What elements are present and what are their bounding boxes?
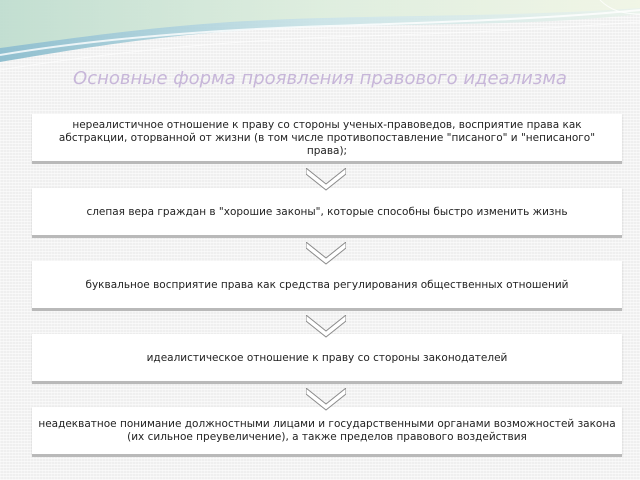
page-title: Основные форма проявления правового идеализма	[73, 68, 567, 89]
form-item-4	[32, 334, 622, 382]
chevron-down-icon	[306, 242, 346, 268]
chevron-down-icon	[306, 168, 346, 194]
form-item-1	[32, 114, 622, 162]
chevron-down-icon	[306, 315, 346, 341]
chevron-down-icon	[306, 388, 346, 414]
form-item-2-text: слепая вера граждан в "хорошие законы", которые способны быстро изменить жизнь	[86, 205, 568, 218]
form-item-5-text: неадекватное понимание должностными лицами и государственными органами возможностей закона (их сильное преувеличение), а также пределов правового воздействия	[38, 418, 616, 443]
form-item-1-text: нереалистичное отношение к праву со стороны ученых-правоведов, восприятие права как абстракции, оторванной от жизни (в том числе противопоставление "писаного" и "неписаного" права);	[58, 118, 596, 157]
form-item-2	[32, 188, 622, 236]
form-item-3-text: буквальное восприятие права как средства регулирования общественных отношений	[85, 278, 569, 291]
form-item-4-text: идеалистическое отношение к праву со стороны законодателей	[146, 351, 508, 364]
form-item-5	[32, 407, 622, 455]
form-item-3	[32, 261, 622, 309]
